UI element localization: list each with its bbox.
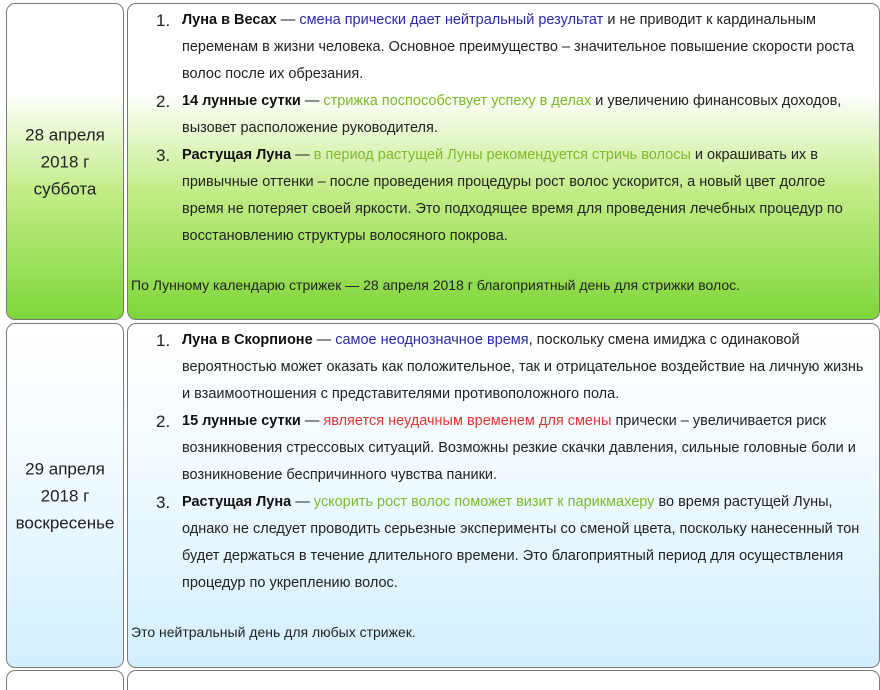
date-weekday: воскресенье [15,513,115,532]
list-item [156,489,871,597]
content-cell [127,323,880,668]
list-item [156,7,871,88]
item-number: 1. [156,11,171,30]
item-dash: — [300,413,324,429]
list-item [156,88,871,142]
list-item [156,327,871,408]
date-day: 29 апреля [25,459,105,478]
item-highlight: в период растущей Луны рекомендуется стричь волосы [313,147,691,163]
item-highlight: ускорить рост волос поможет визит к парикмахеру [313,494,655,510]
date-label [7,121,123,202]
item-text: во время растущей Луны, однако не следует проводить серьезные эксперименты со сменой цвета, поскольку нанесенный тон будет держаться в течение длительного времени. Это благоприятный период для осуществления процедур по укреплению волос. [182,494,860,591]
date-weekday: суббота [33,179,97,198]
item-dash: — [291,147,314,163]
item-number: 3. [156,493,171,512]
date-cell [6,670,124,690]
item-title: Луна в Скорпионе [182,332,313,348]
item-text: , поскольку смена имиджа с одинаковой вероятностью может оказать как положительное, так и отрицательное воздействие на личную жизнь и взаимоотношения с представителями противоположного пола. [182,332,864,402]
item-number: 3. [156,146,171,165]
day-summary: Это нейтральный день для любых стрижек. [131,624,416,640]
item-text: прически – увеличивается риск возникновения стрессовых ситуаций. Возможны резкие скачки давления, сильные головные боли и возникновение беспричинного чувства паники. [182,413,856,483]
item-title: Растущая Луна [182,494,292,510]
factor-list [142,7,871,250]
item-dash: — [312,332,336,348]
day-row-29-april [6,323,880,668]
item-highlight: самое неоднозначное время [335,332,529,348]
date-year: 2018 г [40,486,90,505]
date-year: 2018 г [40,152,90,171]
day-summary: По Лунному календарю стрижек — 28 апреля 2018 г благоприятный день для стрижки волос. [131,277,740,293]
day-row-next [6,670,880,690]
item-highlight: смена прически дает нейтральный результат [299,12,604,28]
item-dash: — [300,93,324,109]
day-row-28-april [6,3,880,320]
item-highlight: является неудачным временем для смены [323,413,612,429]
item-title: 15 лунные сутки [182,413,301,429]
item-number: 2. [156,412,171,431]
date-cell [6,3,124,320]
date-day: 28 апреля [25,125,105,144]
item-title: Растущая Луна [182,147,292,163]
item-number: 1. [156,331,171,350]
content-cell [127,3,880,320]
item-dash: — [291,494,314,510]
date-cell [6,323,124,668]
factor-list [142,327,871,597]
item-text: и окрашивать их в привычные оттенки – после проведения процедуры рост волос ускорится, а новый цвет долгое время не потеряет своей яркости. Это подходящее время для проведения лечебных процедур по восстановлению структуры волосяного покрова. [182,147,843,244]
item-number: 2. [156,92,171,111]
list-item [156,408,871,489]
item-text: и увеличению финансовых доходов, вызовет расположение руководителя. [182,93,842,136]
item-text: и не приводит к кардинальным переменам в жизни человека. Основное преимущество – значительное повышение скорости роста волос после их обрезания. [182,12,855,82]
item-dash: — [276,12,300,28]
content-cell [127,670,880,690]
item-title: Луна в Весах [182,12,277,28]
list-item [156,142,871,250]
item-highlight: стрижка поспособствует успеху в делах [323,93,592,109]
date-label [7,455,123,536]
item-title: 14 лунные сутки [182,93,301,109]
